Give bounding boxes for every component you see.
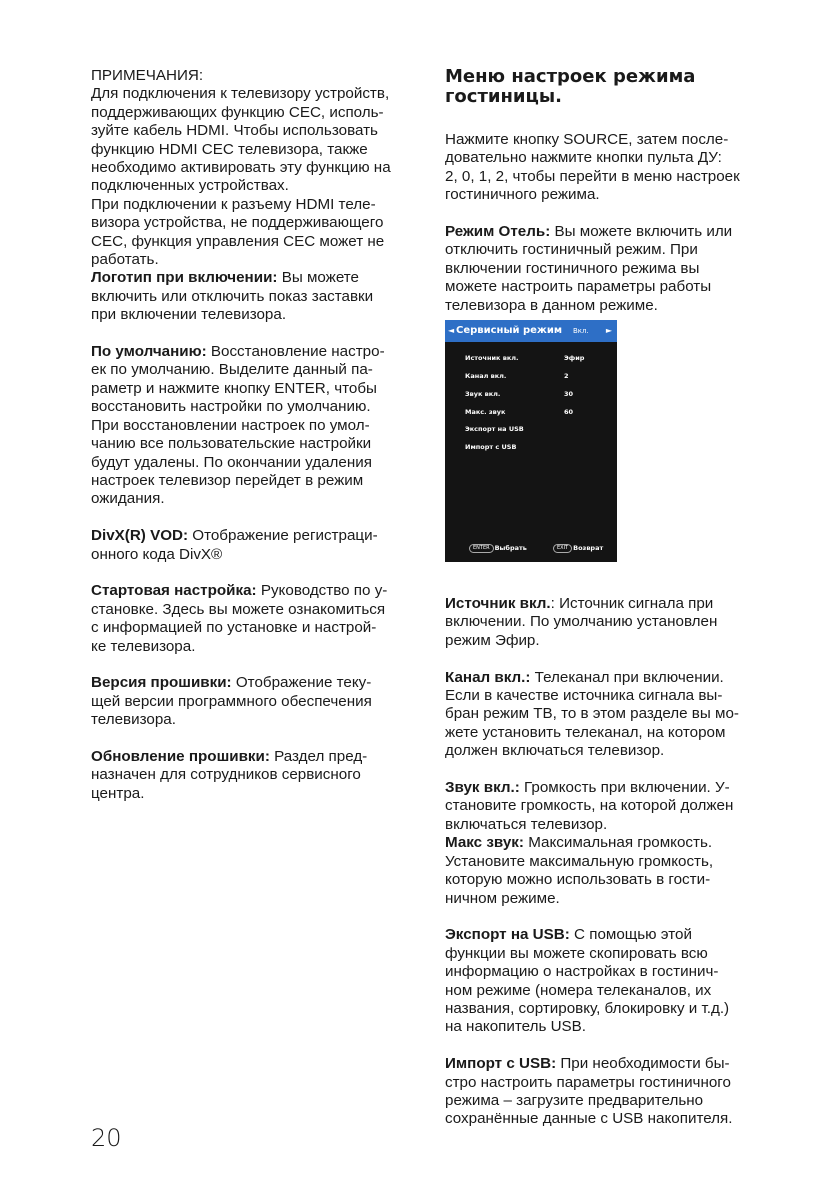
volume-text: Громкость при включении. У- становите громкость, на которой должен включаться телевизор.	[445, 779, 734, 833]
setup-section	[91, 582, 426, 656]
firmware-text: Отображение теку- щей версии программного обеспечения телевизора.	[91, 674, 372, 729]
notes-title: ПРИМЕЧАНИЯ:	[91, 67, 204, 84]
source-term: Источник вкл.	[445, 595, 551, 613]
source-text: : Источник сигнала при включении. По умолчанию установлен режим Эфир.	[445, 595, 718, 649]
import-term: Импорт с USB:	[445, 1055, 557, 1073]
logo-section	[91, 269, 426, 324]
firmware-term: Версия прошивки:	[91, 674, 232, 692]
setup-text: Руководство по у- становке. Здесь вы можете ознакомиться с информацией по установке и настрой- ке телевизора.	[91, 582, 388, 655]
hotel-section	[445, 223, 780, 315]
hotel-text: Вы можете включить или отключить гостиничный режим. При включении гостиничного режима вы можете настроить параметры работы телевизора в данном режиме.	[445, 223, 733, 314]
volume-section	[445, 779, 780, 834]
maxvol-text: Максимальная громкость. Установите максимальную громкость, которую можно использовать в гости- ничном режиме.	[445, 834, 714, 907]
divx-text: Отображение регистраци- онного кода DivX®	[91, 527, 378, 563]
select-hint	[469, 542, 527, 554]
menu-row-value: Эфир	[564, 354, 585, 362]
menu-row-label: Звук вкл.	[465, 390, 501, 398]
channel-text: Телеканал при включении. Если в качестве источника сигнала вы- бран режим ТВ, то в этом разделе вы мо- жете установить телеканал, на котором должен включаться телевизор.	[445, 668, 739, 760]
menu-row-label: Канал вкл.	[465, 372, 507, 380]
back-hint	[553, 542, 603, 554]
channel-section	[445, 669, 780, 761]
export-section	[445, 926, 780, 1036]
source-section	[445, 595, 780, 650]
intro-paragraph: Нажмите кнопку SOURCE, затем после- довательно нажмите кнопки пульта ДУ: 2, 0, 1, 2, чтобы перейти в меню настроек гостиничного режима.	[445, 131, 740, 204]
select-label: Выбрать	[494, 544, 527, 552]
section-heading: Меню настроек режима гостиницы.	[445, 66, 696, 107]
volume-term: Звук вкл.:	[445, 779, 520, 797]
update-section	[91, 748, 426, 803]
menu-row-label: Макс. звук	[465, 408, 506, 416]
divx-section	[91, 527, 426, 564]
enter-key-icon: ENTER	[469, 544, 494, 553]
default-text: Восстановление настро- ек по умолчанию. Выделите данный па- раметр и нажмите кнопку ENTER, чтобы восстановить настройки по умолчанию. При восстановлении настроек по умол- чанию все пользовательские настройки будут удалены. По окончании удаления настроек телевизор перейдет в режим ожидания.	[91, 343, 385, 508]
hotel-term: Режим Отель:	[445, 223, 551, 241]
firmware-section	[91, 674, 426, 729]
menu-header	[445, 320, 617, 342]
import-text: При необходимости бы- стро настроить параметры гостиничного режима – загрузите предварительно сохранённые данные с USB накопителя.	[445, 1055, 733, 1128]
page-number: 20	[91, 1124, 122, 1152]
import-section	[445, 1055, 780, 1129]
menu-row-label: Импорт с USB	[465, 443, 517, 451]
menu-title: Сервисный режим	[456, 325, 563, 336]
menu-row-value: 2	[564, 372, 569, 380]
default-term: По умолчанию:	[91, 343, 207, 361]
maxvol-term: Макс звук:	[445, 834, 524, 852]
logo-text: Вы можете включить или отключить показ заставки при включении телевизора.	[91, 269, 374, 324]
left-column	[91, 67, 426, 803]
setup-term: Стартовая настройка:	[91, 582, 257, 600]
update-text: Раздел пред- назначен для сотрудников сервисного центра.	[91, 747, 368, 802]
menu-footer	[445, 542, 617, 554]
right-column	[445, 67, 780, 1129]
arrow-right-icon: ►	[605, 326, 612, 335]
notes-paragraph-1: Для подключения к телевизору устройств, поддерживающих функцию CEC, исполь- зуйте кабель HDMI. Чтобы использовать функцию HDMI CEC телевизора, также необходимо активировать эту функцию на подключенных устройствах.	[91, 85, 391, 195]
export-text: С помощью этой функции вы можете скопировать всю информацию о настройках в гостинич- ном режиме (номера телеканалов, их названия, сортировку, блокировку и т.д.) на накопитель USB.	[445, 926, 730, 1036]
divx-term: DivX(R) VOD:	[91, 527, 189, 545]
menu-row-label: Источник вкл.	[465, 354, 519, 362]
update-term: Обновление прошивки:	[91, 747, 270, 765]
menu-row-label: Экспорт на USB	[465, 425, 524, 433]
hotel-menu-screenshot	[445, 320, 617, 562]
maxvol-section	[445, 834, 780, 908]
menu-title-value: Вкл.	[573, 327, 589, 335]
default-section	[91, 343, 426, 509]
menu-row-value: 30	[564, 390, 574, 398]
exit-key-icon: EXIT	[553, 544, 572, 553]
export-term: Экспорт на USB:	[445, 926, 570, 944]
notes-paragraph-2: При подключении к разъему HDMI теле- визора устройства, не поддерживающего CEC, функция управления CEC может не работать.	[91, 195, 385, 269]
arrow-left-icon: ◄	[448, 326, 455, 335]
logo-term: Логотип при включении:	[91, 269, 278, 287]
channel-term: Канал вкл.:	[445, 668, 531, 686]
back-label: Возврат	[573, 544, 604, 552]
menu-row-value: 60	[564, 408, 574, 416]
